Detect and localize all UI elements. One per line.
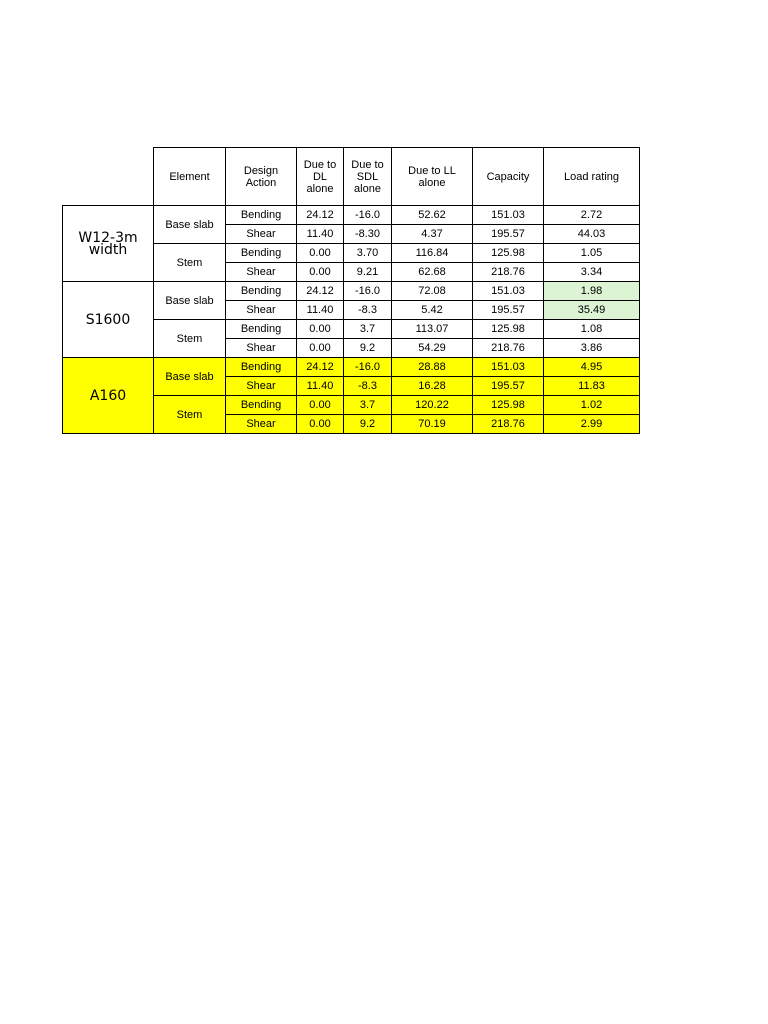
header-load-rating: Load rating bbox=[544, 148, 640, 206]
ll-cell: 4.37 bbox=[392, 225, 473, 244]
header-sdl: Due to SDL alone bbox=[344, 148, 392, 206]
sdl-cell: -16.0 bbox=[344, 358, 392, 377]
rating-cell: 11.83 bbox=[544, 377, 640, 396]
sdl-cell: -16.0 bbox=[344, 282, 392, 301]
action-cell: Shear bbox=[226, 415, 297, 434]
rating-cell: 2.99 bbox=[544, 415, 640, 434]
table-row-highlight bbox=[63, 358, 640, 377]
ll-cell: 28.88 bbox=[392, 358, 473, 377]
capacity-cell: 125.98 bbox=[473, 244, 544, 263]
capacity-cell: 125.98 bbox=[473, 320, 544, 339]
element-cell: Base slab bbox=[154, 206, 226, 244]
capacity-cell: 218.76 bbox=[473, 263, 544, 282]
action-cell: Shear bbox=[226, 377, 297, 396]
sdl-cell: 3.70 bbox=[344, 244, 392, 263]
sdl-cell: -16.0 bbox=[344, 206, 392, 225]
dl-cell: 0.00 bbox=[297, 339, 344, 358]
header-element: Element bbox=[154, 148, 226, 206]
ll-cell: 16.28 bbox=[392, 377, 473, 396]
ll-cell: 54.29 bbox=[392, 339, 473, 358]
rating-cell: 44.03 bbox=[544, 225, 640, 244]
ll-cell: 120.22 bbox=[392, 396, 473, 415]
ll-cell: 116.84 bbox=[392, 244, 473, 263]
sdl-cell: -8.3 bbox=[344, 301, 392, 320]
rating-cell: 4.95 bbox=[544, 358, 640, 377]
dl-cell: 11.40 bbox=[297, 377, 344, 396]
vehicle-cell: A160 bbox=[63, 358, 154, 434]
action-cell: Bending bbox=[226, 320, 297, 339]
ll-cell: 70.19 bbox=[392, 415, 473, 434]
header-capacity: Capacity bbox=[473, 148, 544, 206]
element-cell: Stem bbox=[154, 320, 226, 358]
dl-cell: 24.12 bbox=[297, 206, 344, 225]
ll-cell: 5.42 bbox=[392, 301, 473, 320]
action-cell: Bending bbox=[226, 244, 297, 263]
load-rating-table bbox=[62, 147, 640, 434]
element-cell: Stem bbox=[154, 396, 226, 434]
vehicle-cell: S1600 bbox=[63, 282, 154, 358]
rating-cell: 1.08 bbox=[544, 320, 640, 339]
capacity-cell: 195.57 bbox=[473, 301, 544, 320]
capacity-cell: 151.03 bbox=[473, 358, 544, 377]
rating-cell: 3.86 bbox=[544, 339, 640, 358]
action-cell: Shear bbox=[226, 301, 297, 320]
element-cell: Base slab bbox=[154, 358, 226, 396]
rating-cell-highlight: 35.49 bbox=[544, 301, 640, 320]
capacity-cell: 151.03 bbox=[473, 206, 544, 225]
header-row bbox=[63, 148, 640, 206]
action-cell: Bending bbox=[226, 358, 297, 377]
header-dl: Due to DL alone bbox=[297, 148, 344, 206]
dl-cell: 0.00 bbox=[297, 396, 344, 415]
action-cell: Shear bbox=[226, 263, 297, 282]
element-cell: Stem bbox=[154, 244, 226, 282]
sdl-cell: -8.3 bbox=[344, 377, 392, 396]
dl-cell: 0.00 bbox=[297, 244, 344, 263]
rating-cell: 1.05 bbox=[544, 244, 640, 263]
rating-cell: 2.72 bbox=[544, 206, 640, 225]
ll-cell: 113.07 bbox=[392, 320, 473, 339]
rating-cell-highlight: 1.98 bbox=[544, 282, 640, 301]
capacity-cell: 125.98 bbox=[473, 396, 544, 415]
action-cell: Bending bbox=[226, 396, 297, 415]
dl-cell: 24.12 bbox=[297, 358, 344, 377]
dl-cell: 0.00 bbox=[297, 415, 344, 434]
element-cell: Base slab bbox=[154, 282, 226, 320]
ll-cell: 72.08 bbox=[392, 282, 473, 301]
capacity-cell: 218.76 bbox=[473, 339, 544, 358]
capacity-cell: 151.03 bbox=[473, 282, 544, 301]
sdl-cell: -8.30 bbox=[344, 225, 392, 244]
table-row bbox=[63, 206, 640, 225]
sdl-cell: 3.7 bbox=[344, 320, 392, 339]
capacity-cell: 195.57 bbox=[473, 225, 544, 244]
sdl-cell: 3.7 bbox=[344, 396, 392, 415]
action-cell: Bending bbox=[226, 206, 297, 225]
dl-cell: 0.00 bbox=[297, 263, 344, 282]
sdl-cell: 9.21 bbox=[344, 263, 392, 282]
dl-cell: 11.40 bbox=[297, 225, 344, 244]
vehicle-cell: W12-3m width bbox=[63, 206, 154, 282]
header-ll: Due to LL alone bbox=[392, 148, 473, 206]
ll-cell: 62.68 bbox=[392, 263, 473, 282]
table-row bbox=[63, 282, 640, 301]
dl-cell: 11.40 bbox=[297, 301, 344, 320]
ll-cell: 52.62 bbox=[392, 206, 473, 225]
header-design-action: Design Action bbox=[226, 148, 297, 206]
action-cell: Shear bbox=[226, 225, 297, 244]
capacity-cell: 218.76 bbox=[473, 415, 544, 434]
sdl-cell: 9.2 bbox=[344, 415, 392, 434]
dl-cell: 24.12 bbox=[297, 282, 344, 301]
action-cell: Shear bbox=[226, 339, 297, 358]
action-cell: Bending bbox=[226, 282, 297, 301]
sdl-cell: 9.2 bbox=[344, 339, 392, 358]
dl-cell: 0.00 bbox=[297, 320, 344, 339]
corner-cell bbox=[63, 148, 154, 206]
rating-cell: 1.02 bbox=[544, 396, 640, 415]
capacity-cell: 195.57 bbox=[473, 377, 544, 396]
rating-cell: 3.34 bbox=[544, 263, 640, 282]
